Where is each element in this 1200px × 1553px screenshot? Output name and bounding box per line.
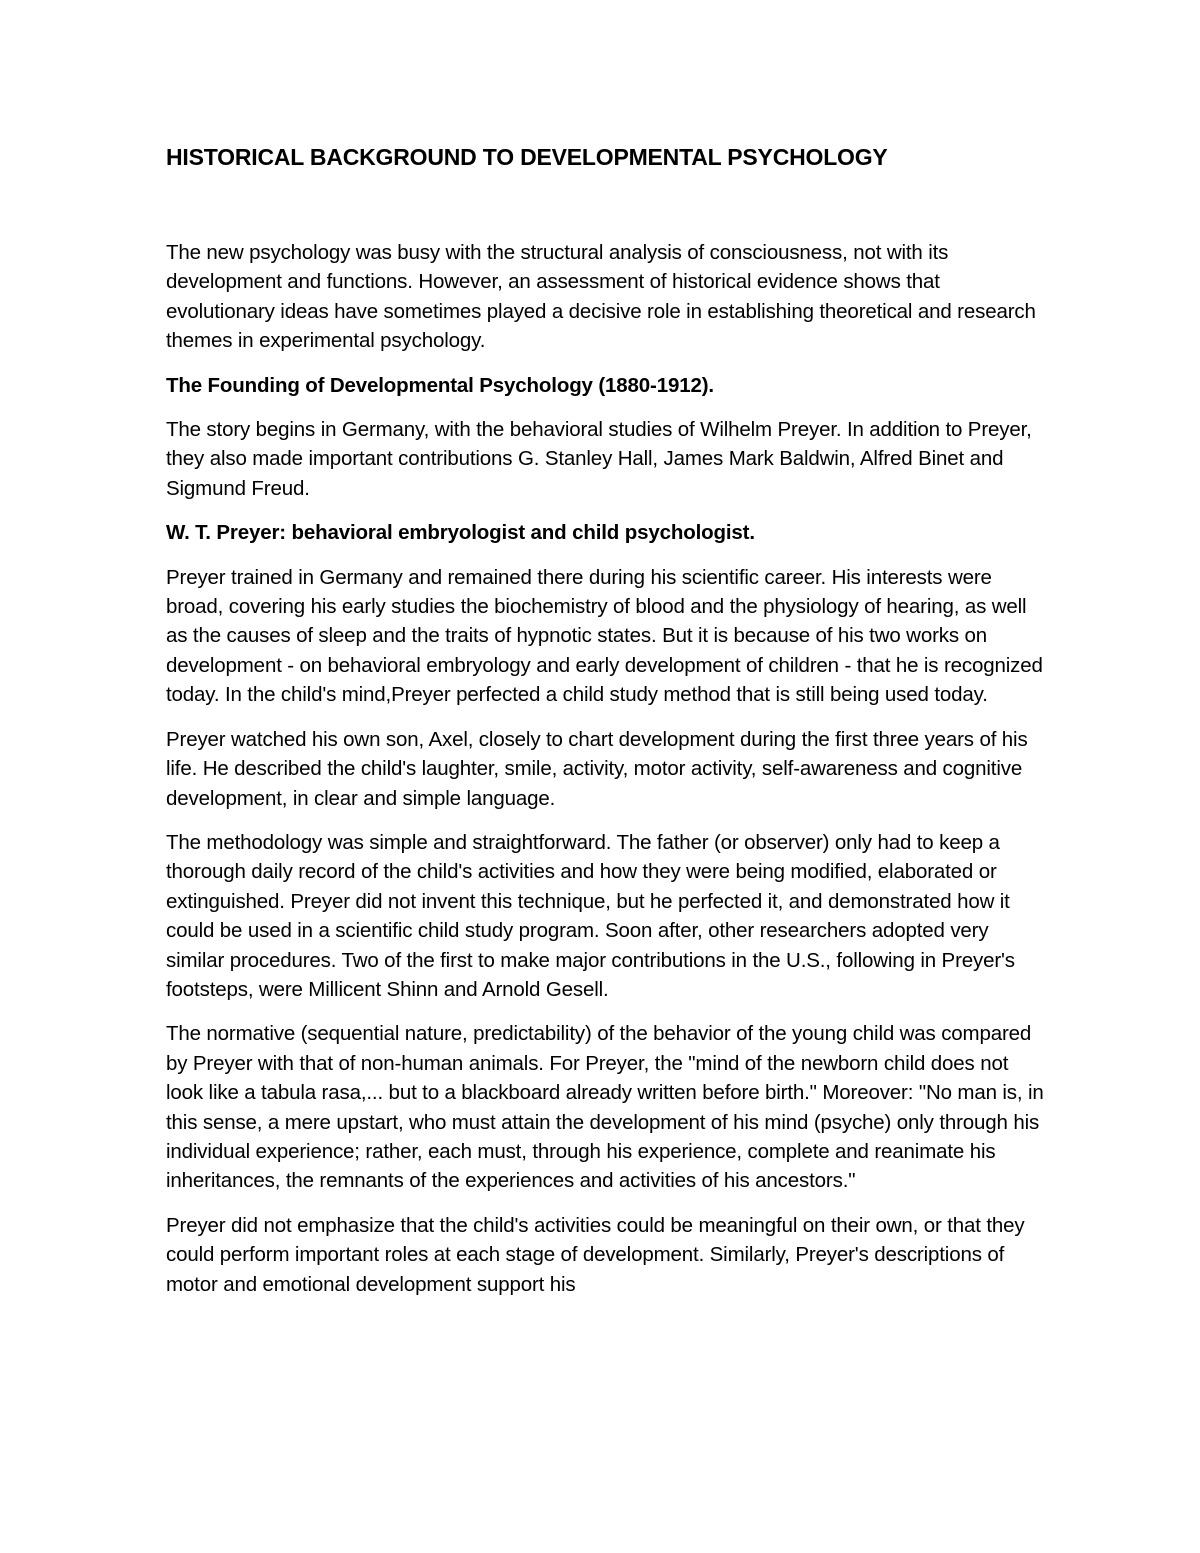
intro-paragraph: The new psychology was busy with the structural analysis of consciousness, not with its development and functions. However, an assessment of historical evidence shows that evolutionary ideas have sometimes played a decisive role in establishing theoretical and research themes in experimental psychology. [166, 241, 1036, 353]
preyer-paragraph-1: Preyer trained in Germany and remained there during his scientific career. His interests were broad, covering his early studies the biochemistry of blood and the physiology of hearing, as well as the causes of sleep and the traits of hypnotic states. But it is because of his two works on development - on behavioral embryology and early development of children - that he is recognized today. In the child's mind,Preyer perfected a child study method that is still being used today. [166, 565, 1043, 707]
preyer-paragraph-3: The methodology was simple and straightforward. The father (or observer) only had to keep a thorough daily record of the child's activities and how they were being modified, elaborated or extinguished. Preyer did not invent this technique, but he perfected it, and demonstrated how it could be used in a scientific child study program. Soon after, other researchers adopted very similar procedures. Two of the first to make major contributions in the U.S., following in Preyer's footsteps, were Millicent Shinn and Arnold Gesell. [166, 830, 1015, 1001]
section-heading-preyer: W. T. Preyer: behavioral embryologist and child psychologist. [166, 521, 755, 545]
document-body [166, 140, 1046, 1314]
founding-paragraph: The story begins in Germany, with the behavioral studies of Wilhelm Preyer. In addition to Preyer, they also made important contributions G. Stanley Hall, James Mark Baldwin, Alfred Binet and Sigmund Freud. [166, 418, 1032, 500]
preyer-paragraph-5: Preyer did not emphasize that the child's activities could be meaningful on their own, or that they could perform important roles at each stage of development. Similarly, Preyer's descriptions of motor and emotional development support his [166, 1213, 1025, 1296]
document-title: HISTORICAL BACKGROUND TO DEVELOPMENTAL PSYCHOLOGY [166, 144, 888, 170]
preyer-paragraph-4: The normative (sequential nature, predictability) of the behavior of the young child was compared by Preyer with that of non-human animals. For Preyer, the "mind of the newborn child does not look like a tabula rasa,... but to a blackboard already written before birth." Moreover: "No man is, in this sense, a mere upstart, who must attain the development of his mind (psyche) only through his individual experience; rather, each must, through his experience, complete and reanimate his inheritances, the remnants of the experiences and activities of his ancestors." [166, 1022, 1044, 1193]
preyer-paragraph-2: Preyer watched his own son, Axel, closely to chart development during the first three years of his life. He described the child's laughter, smile, activity, motor activity, self-awareness and cognitive development, in clear and simple language. [166, 727, 1028, 810]
section-heading-founding: The Founding of Developmental Psychology (1880-1912). [166, 373, 714, 397]
